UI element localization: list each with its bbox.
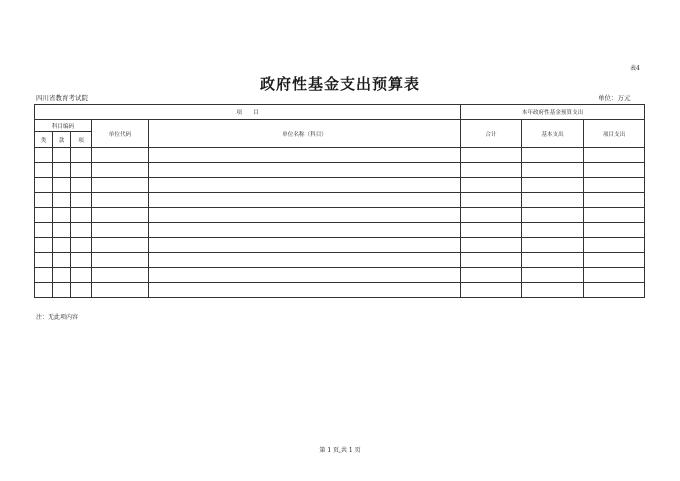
table-cell	[92, 268, 149, 283]
table-note: 注：无此项内容	[36, 314, 79, 321]
table-cell	[53, 193, 71, 208]
table-cell	[35, 268, 53, 283]
kuan-header: 款	[53, 132, 71, 148]
xiang-header: 项	[71, 132, 92, 148]
table-cell	[461, 193, 522, 208]
table-cell	[461, 268, 522, 283]
table-cell	[149, 148, 461, 163]
table-cell	[461, 223, 522, 238]
table-cell	[149, 163, 461, 178]
total-header: 合计	[461, 120, 522, 148]
table-cell	[584, 238, 645, 253]
table-cell	[461, 163, 522, 178]
table-cell	[71, 193, 92, 208]
table-cell	[584, 283, 645, 298]
table-cell	[53, 283, 71, 298]
table-cell	[92, 238, 149, 253]
table-row	[35, 208, 645, 223]
table-cell	[71, 223, 92, 238]
table-row	[35, 223, 645, 238]
subject-code-header: 科目编码	[35, 120, 92, 132]
table-cell	[71, 283, 92, 298]
unit-subject-name-header: 单位名称（科目）	[149, 120, 461, 148]
table-cell	[71, 208, 92, 223]
item-group-header: 项 目	[35, 105, 461, 120]
table-cell	[149, 178, 461, 193]
table-cell	[461, 283, 522, 298]
unit-label: 单位：万元	[598, 94, 631, 102]
table-cell	[71, 163, 92, 178]
table-cell	[522, 148, 584, 163]
table-cell	[71, 148, 92, 163]
table-cell	[149, 208, 461, 223]
table-cell	[92, 148, 149, 163]
basic-expense-header: 基本支出	[522, 120, 584, 148]
table-cell	[522, 253, 584, 268]
table-number: 表4	[630, 65, 640, 72]
table-cell	[35, 238, 53, 253]
table-cell	[149, 238, 461, 253]
table-cell	[522, 268, 584, 283]
table-cell	[461, 253, 522, 268]
project-expense-header: 项目支出	[584, 120, 645, 148]
table-cell	[53, 163, 71, 178]
table-cell	[584, 148, 645, 163]
table-row	[35, 163, 645, 178]
table-row	[35, 253, 645, 268]
budget-table	[34, 104, 645, 298]
table-cell	[71, 253, 92, 268]
table-row	[35, 148, 645, 163]
table-cell	[149, 193, 461, 208]
table-cell	[149, 223, 461, 238]
table-cell	[71, 238, 92, 253]
table-cell	[522, 238, 584, 253]
table-cell	[35, 223, 53, 238]
table-cell	[53, 268, 71, 283]
table-cell	[584, 208, 645, 223]
table-cell	[53, 178, 71, 193]
table-cell	[522, 163, 584, 178]
table-cell	[71, 178, 92, 193]
table-cell	[35, 163, 53, 178]
table-row	[35, 178, 645, 193]
table-row	[35, 193, 645, 208]
table-cell	[35, 283, 53, 298]
table-cell	[35, 253, 53, 268]
table-cell	[35, 178, 53, 193]
table-cell	[92, 223, 149, 238]
table-row	[35, 268, 645, 283]
table-cell	[461, 148, 522, 163]
table-cell	[92, 178, 149, 193]
table-cell	[92, 283, 149, 298]
budget-group-header: 本年政府性基金预算支出	[461, 105, 645, 120]
table-cell	[53, 148, 71, 163]
table-cell	[149, 283, 461, 298]
table-cell	[584, 163, 645, 178]
table-cell	[461, 238, 522, 253]
table-cell	[35, 193, 53, 208]
table-cell	[149, 268, 461, 283]
unit-code-header: 单位代码	[92, 120, 149, 148]
table-cell	[522, 283, 584, 298]
table-cell	[522, 178, 584, 193]
table-cell	[35, 208, 53, 223]
table-cell	[35, 148, 53, 163]
table-cell	[522, 223, 584, 238]
table-cell	[71, 268, 92, 283]
table-cell	[584, 268, 645, 283]
table-cell	[584, 223, 645, 238]
table-cell	[53, 223, 71, 238]
table-cell	[53, 208, 71, 223]
table-cell	[92, 253, 149, 268]
table-cell	[522, 193, 584, 208]
table-cell	[149, 253, 461, 268]
table-cell	[53, 253, 71, 268]
page-title: 政府性基金支出预算表	[259, 75, 420, 93]
table-cell	[92, 163, 149, 178]
table-cell	[92, 208, 149, 223]
class-header: 类	[35, 132, 53, 148]
table-cell	[584, 253, 645, 268]
unit-name: 四川省教育考试院	[36, 94, 88, 102]
budget-table-container	[34, 104, 644, 306]
table-cell	[584, 178, 645, 193]
table-cell	[92, 193, 149, 208]
table-cell	[584, 193, 645, 208]
table-cell	[461, 208, 522, 223]
table-row	[35, 283, 645, 298]
table-cell	[53, 238, 71, 253]
table-cell	[461, 178, 522, 193]
table-row	[35, 238, 645, 253]
header-row-2	[35, 120, 645, 132]
page-number: 第 1 页,共 1 页	[319, 447, 361, 454]
table-cell	[522, 208, 584, 223]
header-row-1	[35, 105, 645, 120]
